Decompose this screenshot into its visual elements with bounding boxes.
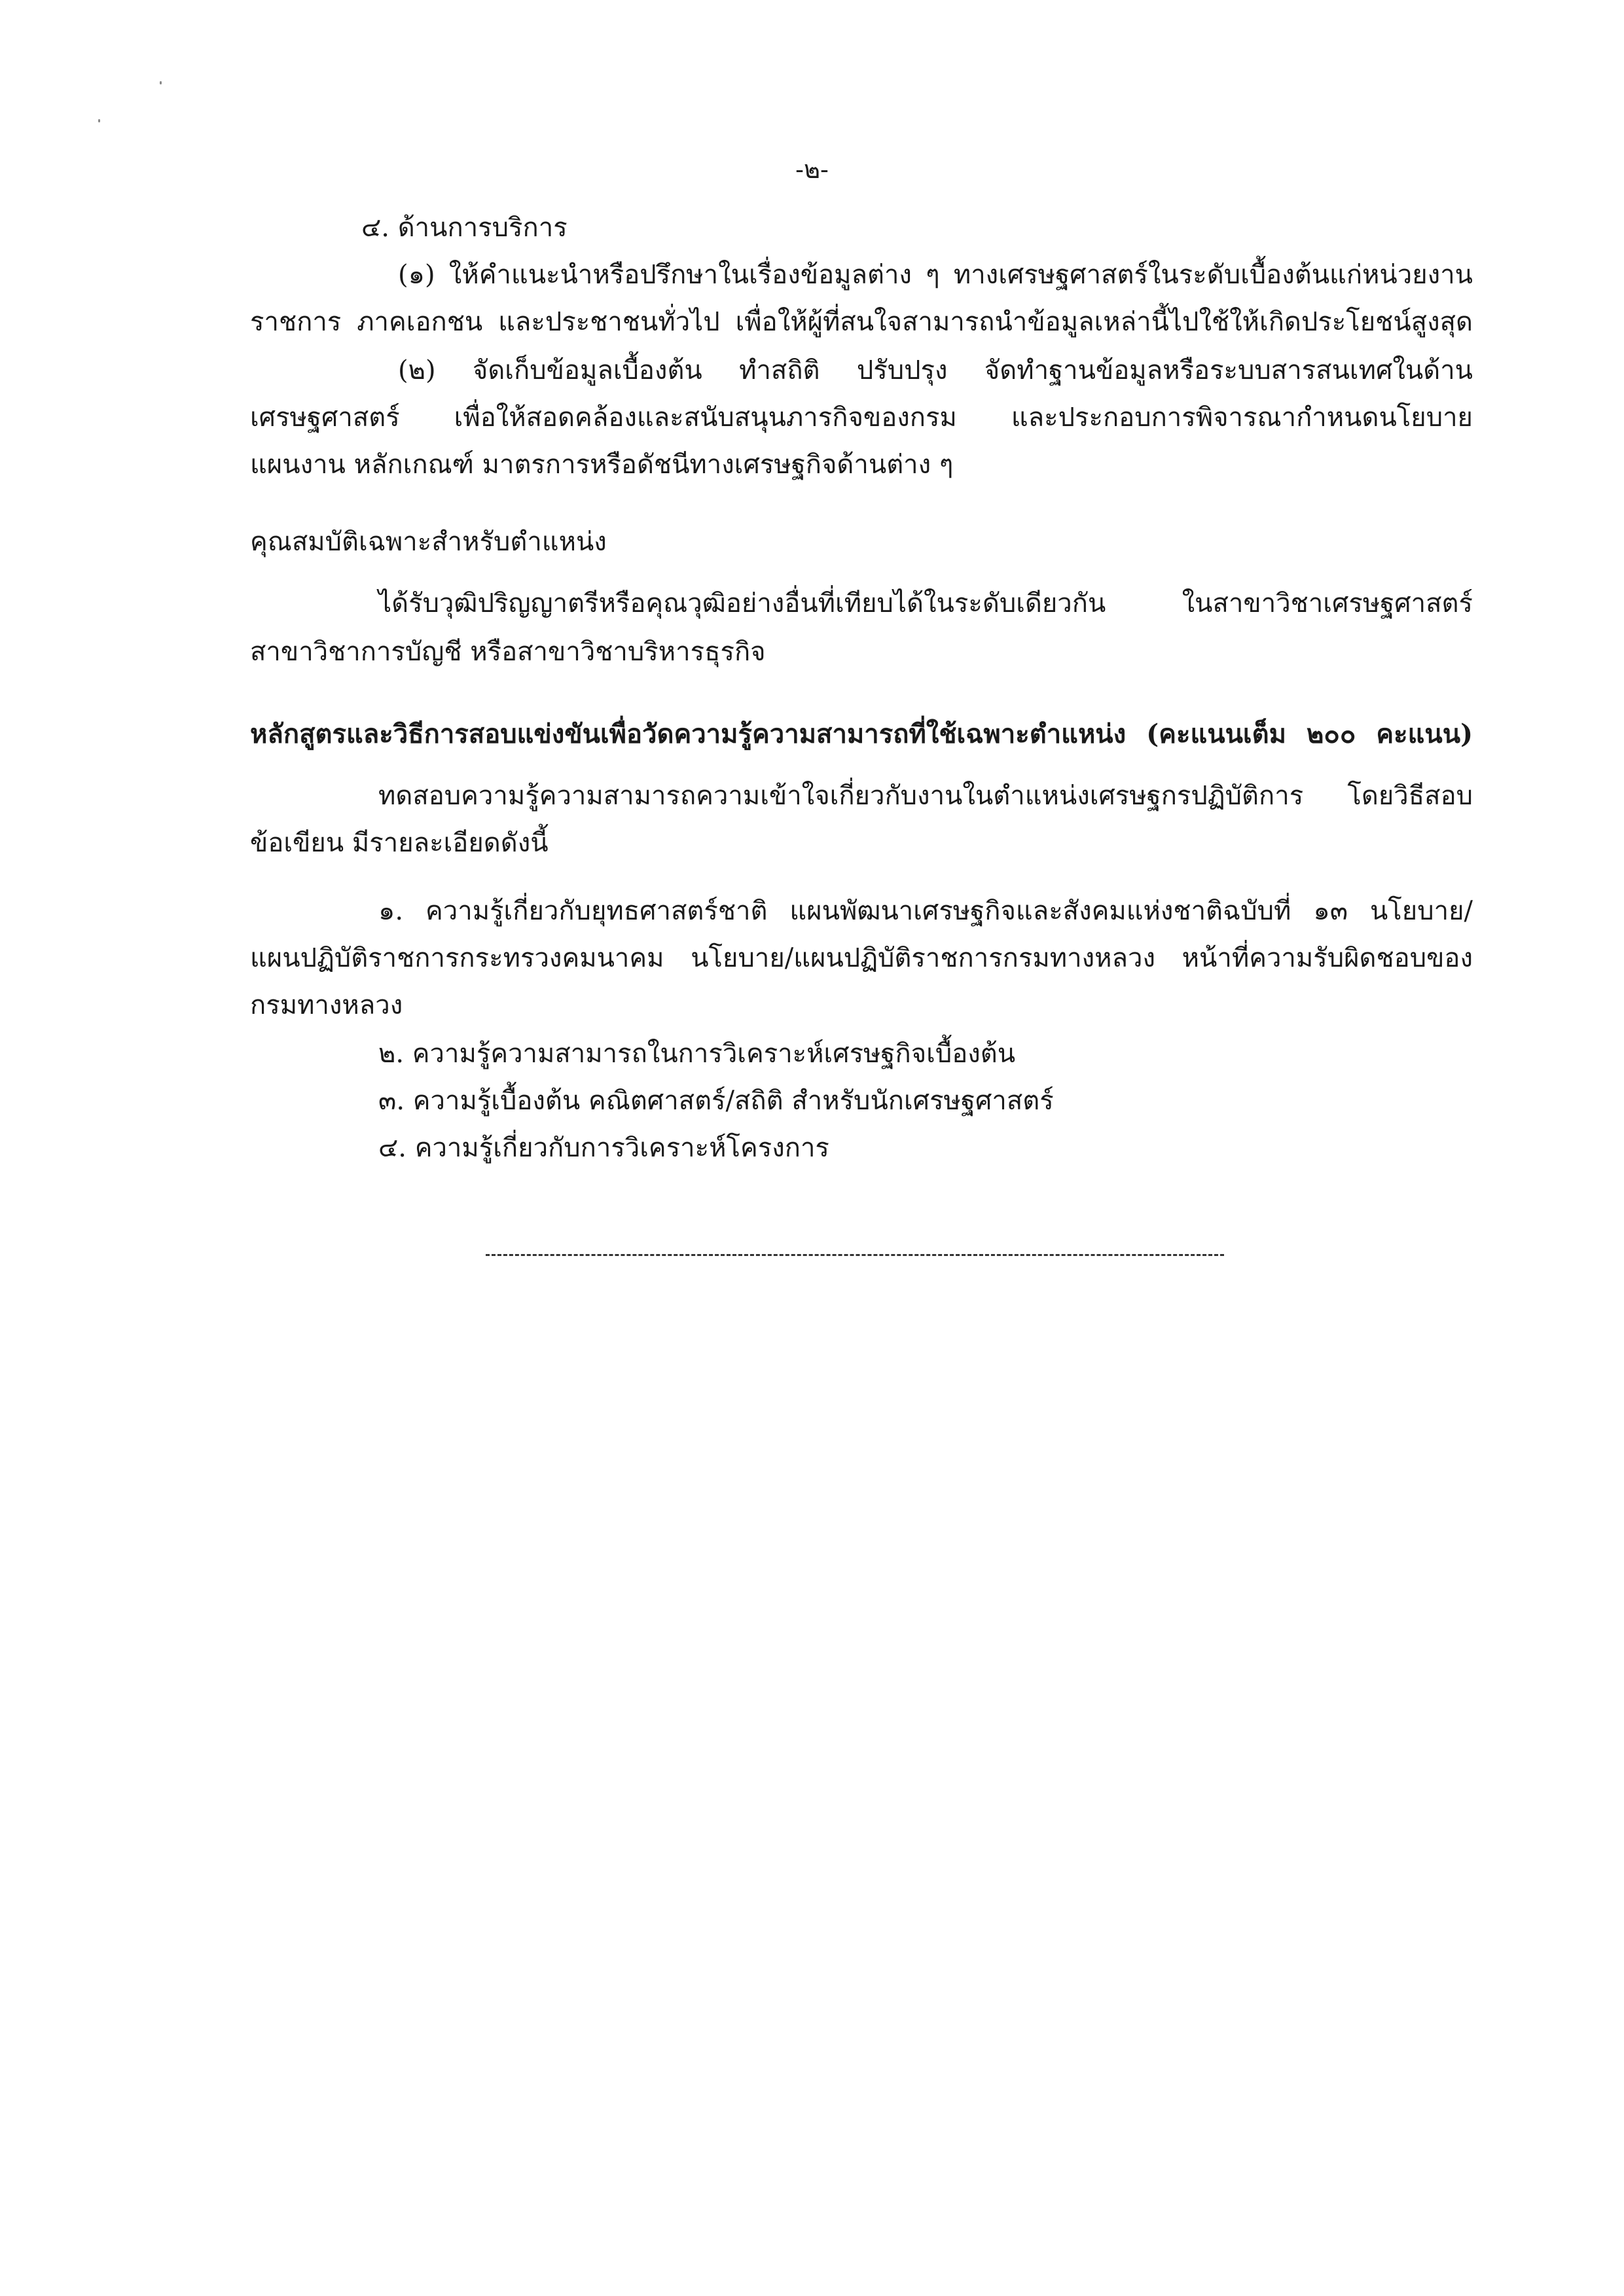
service-item2-line3: แผนงาน หลักเกณฑ์ มาตรการหรือดัชนีทางเศรษฐกิจด้านต่าง ๆ [250, 450, 954, 480]
exam-intro-line1: ทดสอบความรู้ความสามารถความเข้าใจเกี่ยวกับงานในตำแหน่งเศรษฐกรปฏิบัติการ โดยวิธีสอบ [378, 781, 1473, 811]
exam-topic1-line3: กรมทางหลวง [250, 990, 403, 1020]
scan-speck [98, 119, 100, 122]
service-item1-line2: ราชการ ภาคเอกชน และประชาชนทั่วไป เพื่อให้ผู้ที่สนใจสามารถนำข้อมูลเหล่านี้ไปใช้ให้เกิดประโยชน์สูงสุด [250, 307, 1473, 337]
service-heading: ๔. ด้านการบริการ [361, 213, 568, 243]
scan-speck [160, 81, 162, 84]
exam-heading: หลักสูตรและวิธีการสอบแข่งขันเพื่อวัดความรู้ความสามารถที่ใช้เฉพาะตำแหน่ง (คะแนนเต็ม ๒๐๐ คะแนน) [250, 719, 1473, 749]
qualification-line2: สาขาวิชาการบัญชี หรือสาขาวิชาบริหารธุรกิจ [250, 637, 766, 667]
exam-topic1-line1: ๑. ความรู้เกี่ยวกับยุทธศาสตร์ชาติ แผนพัฒนาเศรษฐกิจและสังคมแห่งชาติฉบับที่ ๑๓ นโยบาย/ [378, 896, 1473, 926]
service-item1-line1: (๑) ให้คำแนะนำหรือปรึกษาในเรื่องข้อมูลต่าง ๆ ทางเศรษฐศาสตร์ในระดับเบื้องต้นแก่หน่วยงาน [398, 260, 1473, 290]
exam-topic4: ๔. ความรู้เกี่ยวกับการวิเคราะห์โครงการ [378, 1133, 829, 1163]
service-item2-line1: (๒) จัดเก็บข้อมูลเบื้องต้น ทำสถิติ ปรับปรุง จัดทำฐานข้อมูลหรือระบบสารสนเทศในด้าน [398, 355, 1473, 386]
service-item2-line2: เศรษฐศาสตร์ เพื่อให้สอดคล้องและสนับสนุนภารกิจของกรม และประกอบการพิจารณากำหนดนโยบาย [250, 403, 1473, 433]
qualification-heading: คุณสมบัติเฉพาะสำหรับตำแหน่ง [250, 527, 607, 557]
page-number: -๒- [795, 155, 829, 184]
exam-topic1-line2: แผนปฏิบัติราชการกระทรวงคมนาคม นโยบาย/แผนปฏิบัติราชการกรมทางหลวง หน้าที่ความรับผิดชอบของ [250, 943, 1473, 973]
exam-topic3: ๓. ความรู้เบื้องต้น คณิตศาสตร์/สถิติ สำหรับนักเศรษฐศาสตร์ [378, 1086, 1054, 1116]
exam-topic2: ๒. ความรู้ความสามารถในการวิเคราะห์เศรษฐกิจเบื้องต้น [378, 1039, 1016, 1069]
qualification-line1: ได้รับวุฒิปริญญาตรีหรือคุณวุฒิอย่างอื่นที่เทียบได้ในระดับเดียวกัน ในสาขาวิชาเศรษฐศาสตร์ [378, 588, 1473, 619]
end-divider [486, 1254, 1224, 1256]
exam-intro-line2: ข้อเขียน มีรายละเอียดดังนี้ [250, 828, 549, 858]
